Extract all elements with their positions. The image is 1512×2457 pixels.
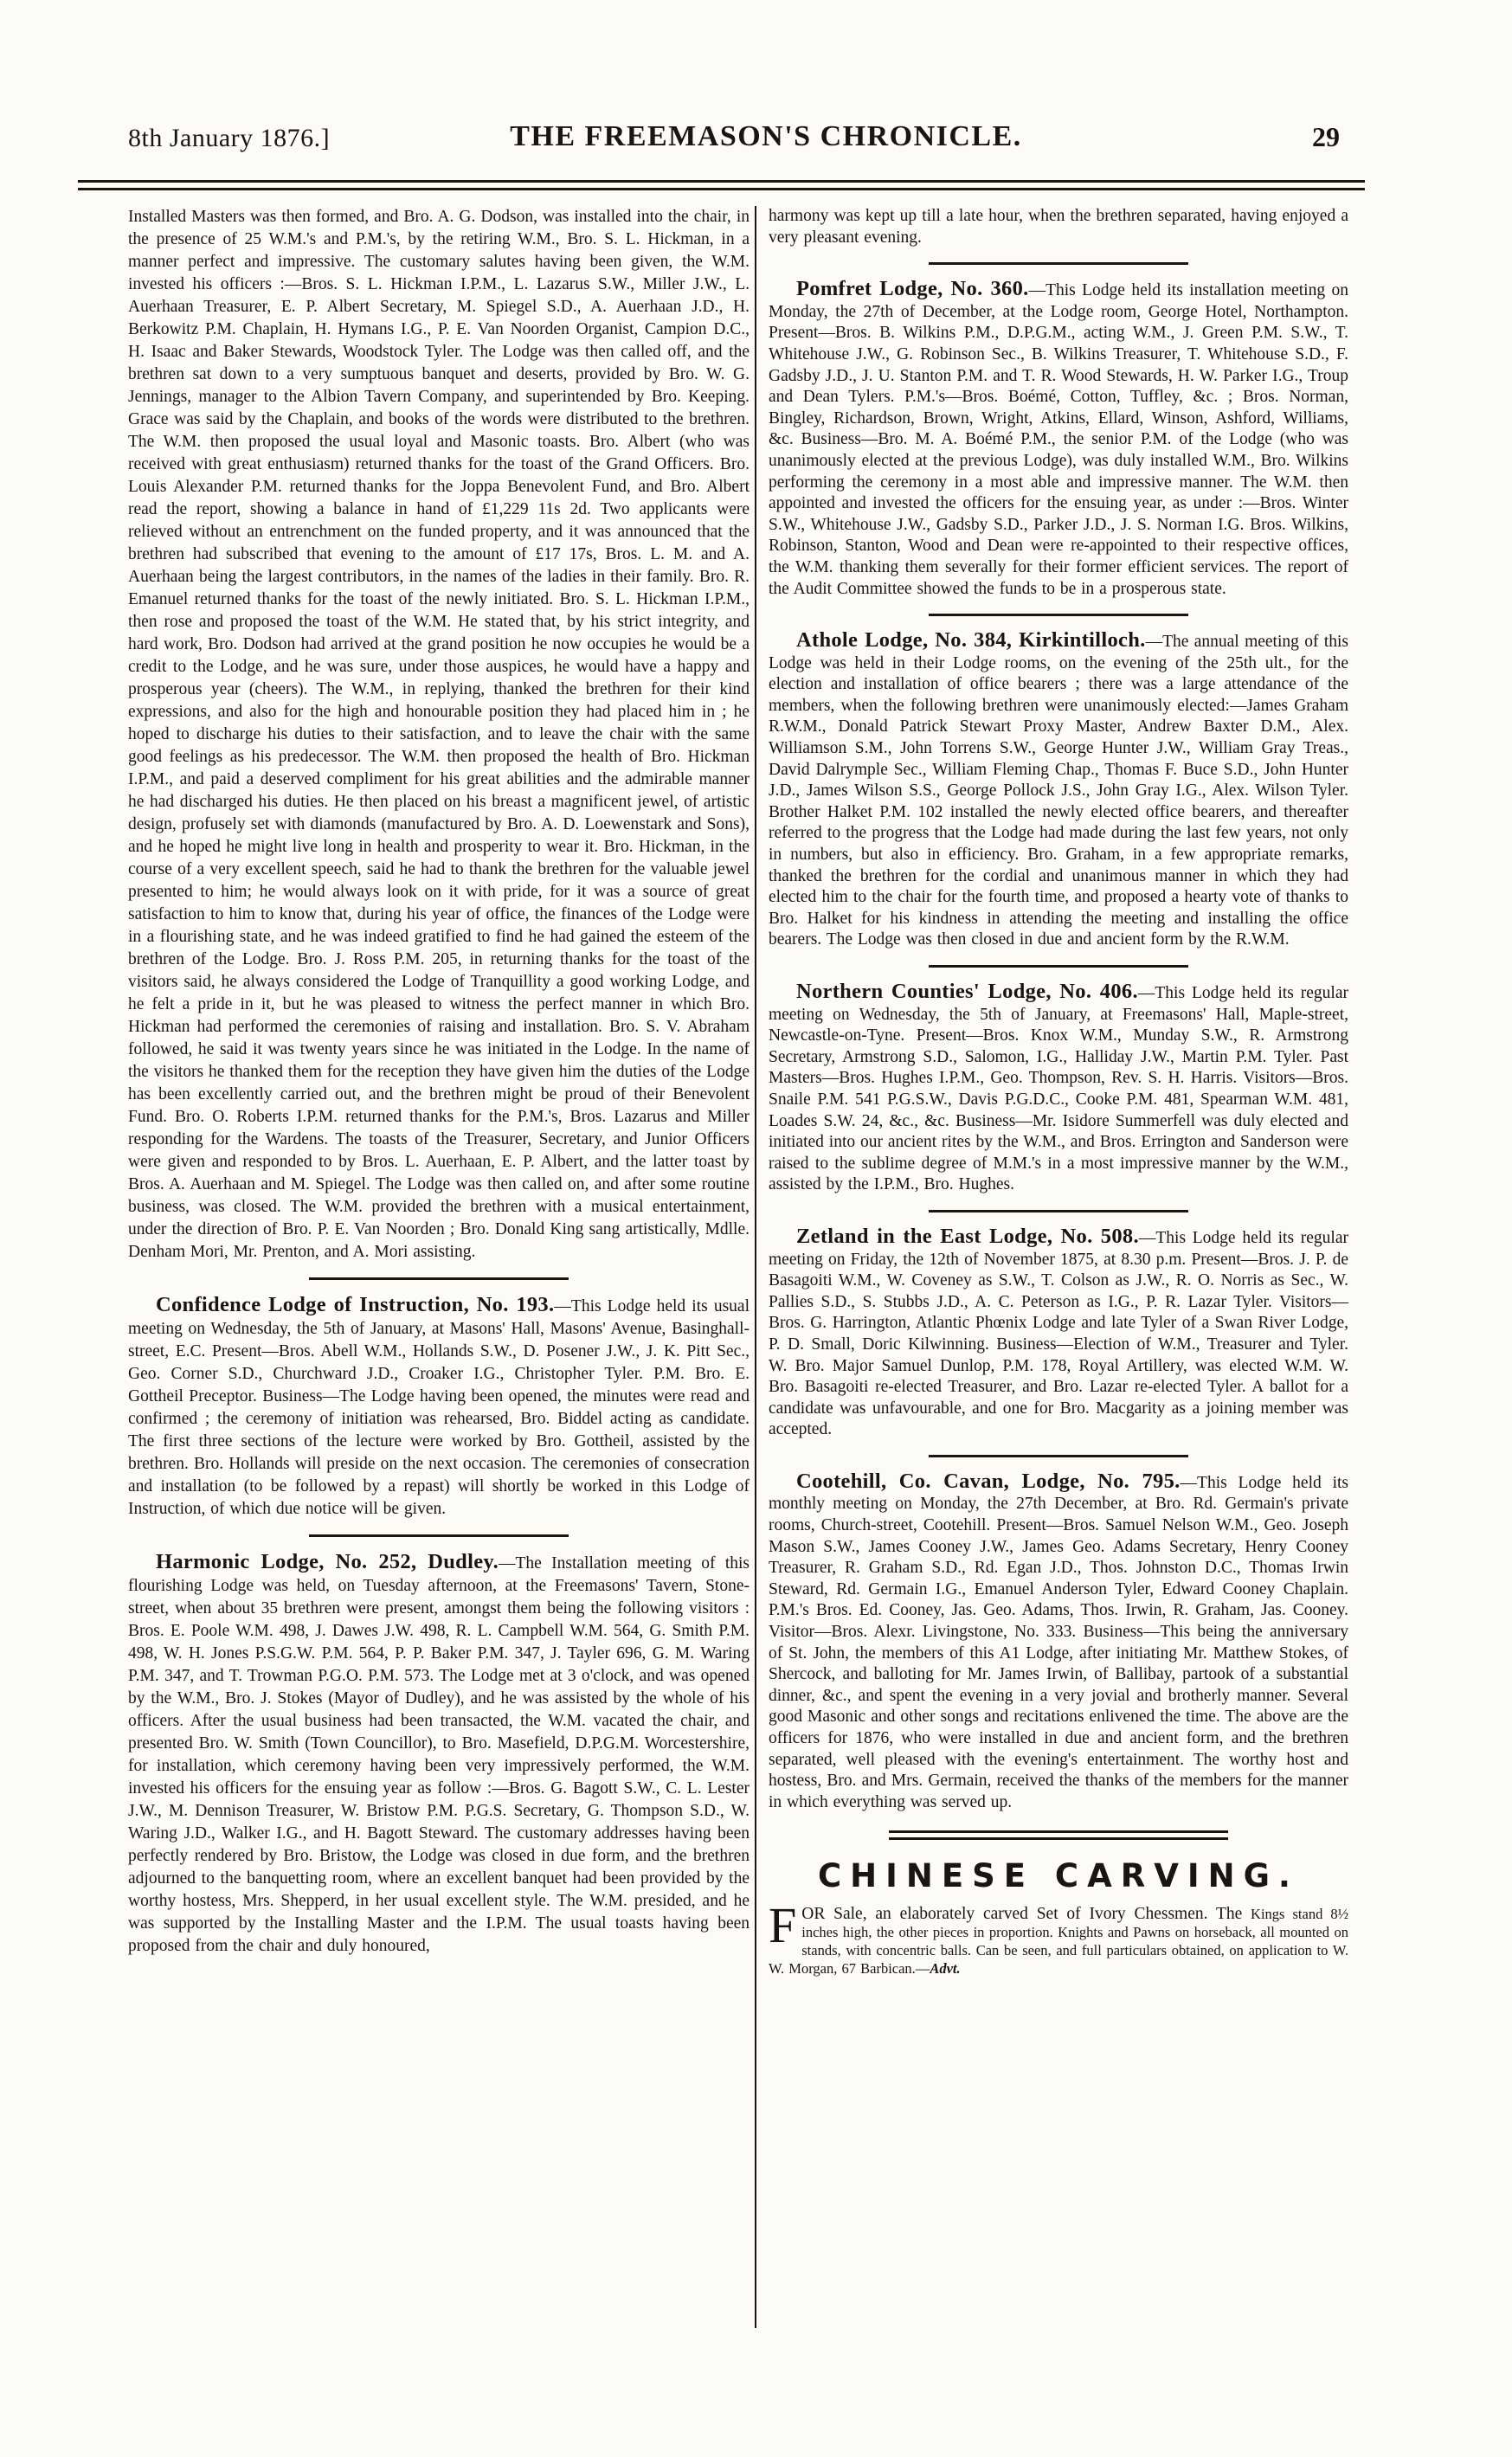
column-divider-rule — [755, 206, 756, 2328]
advert-lead-line: OR Sale, an elaborately carved Set of Ivory Chessmen. The — [801, 1904, 1251, 1923]
advert-body: Kings stand 8½ inches high, the other pieces in proportion. Knights and Pawns on horseback, all mounted on stands, with concentric balls. Can be seen, and full particulars obtained, on application to W. W. Morgan, 67 Barbican.— — [769, 1905, 1348, 1977]
article-harmonic-lodge — [128, 1551, 750, 1958]
section-rule — [929, 1455, 1188, 1457]
section-rule — [929, 1210, 1188, 1212]
article-body: —This Lodge held its installation meeting on Monday, the 27th of December, at the Lodge room, George Hotel, Northampton. Present—Bros. B. Wilkins P.M., D.P.G.M., acting W.M., J. Green P.M. S.W., T. Whitehouse J.W., G. Robinson Sec., B. Wilkins Treasurer, T. Whitehouse S.D., F. Gadsby J.D., J. U. Stanton P.M. and T. R. Wood Stewards, H. W. Parker I.G., Troup and Dean Tylers. P.M.'s—Bros. Boémé, Cotton, Tuffley, &c. ; Bros. Norman, Bingley, Richardson, Brown, Wright, Atkins, Ellard, Winson, Ashford, Williams, &c. Business—Bro. M. A. Boémé P.M., the senior P.M. of the Lodge (who was unanimously elected at the previous Lodge), was duly installed W.M., Bro. Wilkins performing the ceremony in a most able and impressive manner. The W.M. then appointed and invested the officers for the ensuing year, as under :—Bros. Winter S.W., Whitehouse J.W., Gadsby S.D., Parker J.D., J. S. Norman I.G. Bros. Wilkins, Robinson, Stanton, Wood and Dean were re-appointed to their respective offices, the W.M. thanking them severally for their former efficient services. The report of the Audit Committee showed the funds to be in a prosperous state. — [769, 281, 1349, 598]
article-body: —This Lodge held its regular meeting on Wednesday, the 5th of January, at Freemasons' Hall, Maple-street, Newcastle-on-Tyne. Present—Bros. Knox W.M., Munday S.W., R. Armstrong Secretary, Armstrong S.D., Salomon, I.G., Halliday J.W., Martin P.M. Tyler. Past Masters—Bros. Hughes I.P.M., Geo. Thompson, Rev. S. H. Harris. Visitors—Bros. Snaile P.M. 541 P.G.S.W., Davis P.G.D.C., Cooke P.M. 481, Spearman W.M. 481, Loades S.W. 24, &c., &c. Business—Mr. Isidore Summerfell was duly elected and initiated into our ancient rites by the W.M., and Bros. Errington and Sanderson were raised to the sublime degree of M.M.'s in a most impressive manner by the W.M., assisted by the I.P.M., Bro. Hughes. — [769, 984, 1348, 1194]
article-heading: Pomfret Lodge, No. 360. — [796, 277, 1029, 301]
article-heading: Northern Counties' Lodge, No. 406. — [796, 980, 1138, 1003]
section-rule — [309, 1277, 569, 1280]
advert-chinese-carving — [769, 1896, 1348, 1978]
section-rule — [929, 965, 1188, 968]
article-confidence-lodge — [128, 1294, 750, 1521]
section-rule — [929, 262, 1188, 265]
article-heading: Confidence Lodge of Instruction, No. 193. — [156, 1293, 555, 1316]
left-column — [128, 206, 750, 1958]
section-rule — [929, 614, 1188, 616]
article-body: —The Installation meeting of this flourishing Lodge was held, on Tuesday afternoon, at the Freemasons' Tavern, Stone-street, when about 35 brethren were present, amongst them being the following visitors : Bros. E. Poole W.M. 498, J. Dawes J.W. 498, R. L. Campbell W.M. 564, G. Smith P.M. 498, W. H. Jones P.S.G.W. P.M. 564, P. P. Baker P.M. 347, J. Tayler 696, G. M. Waring P.M. 347, and T. Trowman P.G.O. P.M. 573. The Lodge met at 3 o'clock, and was opened by the W.M., Bro. J. Stokes (Mayor of Dudley), and he was assisted by the whole of his officers. After the usual business had been transacted, the W.M. vacated the chair, and presented Bro. W. Smith (Town Councillor), to Bro. Masefield, D.P.G.M. Worcestershire, for installation, which ceremony having been very impressively performed, the W.M. invested his officers for the ensuing year as follow :—Bros. G. Bagott S.W., C. L. Lester J.W., M. Dennison Treasurer, W. Bristow P.M. P.G.S. Secretary, G. Thompson S.D., W. Waring J.D., Walker I.G., and H. Bagott Steward. The customary addresses having been perfectly rendered by Bro. Bristow, the Lodge was closed in due form, and the brethren adjourned to the banquetting room, where an excellent banquet had been provided by the worthy hostess, Mrs. Shepperd, in her usual excellent style. The W.M. presided, and he was supported by the Installing Master and the I.P.M. The usual toasts having been proposed from the chair and duly honoured, — [128, 1554, 750, 1955]
article-athole-lodge — [769, 630, 1348, 951]
article-body: —This Lodge held its regular meeting on Friday, the 12th of November 1875, at 8.30 p.m. Present—Bros. J. P. de Basagoiti W.M., W. Coveney as S.W., T. Colson as J.W., R. O. Norris as Sec., W. Pallies S.D., S. Stubbs J.D., A. C. Peterson as I.G., P. R. Lazar Tyler. Visitors—Bros. G. Harrington, Atlantic Phœnix Lodge and late Tyler of a Swan River Lodge, P. D. Small, Doric Kilwinning. Business—Election of W.M., Treasurer and Tyler. W. Bro. Major Samuel Dunlop, P.M. 178, Royal Artillery, was elected W.M. W. Bro. Basagoiti re-elected Treasurer, and Bro. Lazar re-elected Tyler. A ballot for a candidate was unfavourable, and one for Bro. Macgarity as a joining member was accepted. — [769, 1228, 1349, 1439]
article-pomfret-lodge — [769, 279, 1348, 600]
article-heading: Cootehill, Co. Cavan, Lodge, No. 795. — [796, 1469, 1181, 1493]
issue-date: 8th January 1876.] — [128, 124, 331, 152]
advert-advt-label: Advt. — [930, 1959, 961, 1977]
masthead-title: THE FREEMASON'S CHRONICLE. — [510, 120, 1022, 152]
article-body: —The annual meeting of this Lodge was held in their Lodge rooms, on the evening of the 25th ult., for the election and installation of office bearers ; there was a large attendance of the members, when the following brethren were unanimously elected:—James Graham R.W.M., Donald Patrick Stewart Proxy Master, Andrew Baxter D.M., Alex. Williamson S.M., John Torrens S.W., George Hunter J.W., William Gray Treas., David Dalrymple Sec., William Fleming Chap., Thomas F. Buce S.D., John Hunter J.D., James Wilson S.S., George Pollock J.S., John Gray I.G., Alex. Wilson Tyler. Brother Halket P.M. 102 installed the newly elected office bearers, and thereafter referred to the progress that the Lodge had made during the last few years, not only in numbers, but also in efficiency. Bro. Graham, in a few appropriate remarks, thanked the brethren for the cordial and unanimous manner in which they had elected him to the chair for the fourth time, and proposed a hearty vote of thanks to Bro. Halket for his kindness in attending the meeting and installing the office bearers. The Lodge was then closed in due and ancient form by the R.W.M. — [769, 633, 1349, 949]
article-continuation-harmonic-lodge: harmony was kept up till a late hour, when the brethren separated, having enjoyed a very pleasant evening. — [769, 207, 1348, 247]
advert-double-rule — [889, 1830, 1228, 1840]
article-heading: Zetland in the East Lodge, No. 508. — [796, 1224, 1139, 1248]
advert-dropcap: F — [769, 1896, 797, 1953]
article-cootehill-lodge — [769, 1471, 1348, 1814]
article-heading: Harmonic Lodge, No. 252, Dudley. — [156, 1550, 499, 1573]
header-double-rule — [78, 180, 1365, 190]
article-body: —This Lodge held its monthly meeting on Monday, the 27th December, at Bro. Rd. Germain's private rooms, Church-street, Cootehill. Present—Bros. Samuel Nelson W.M., Geo. Joseph Mason S.W., James Cooney J.W., James Geo. Adams Secretary, Henry Cooney Treasurer, R. Graham S.D., Rd. Egan J.D., Thos. Johnston D.C., Thomas Irwin Steward, Rd. Germain I.G., Emanuel Anderson Tyler, Edward Cooney Chaplain. P.M.'s Bros. Ed. Cooney, Jas. Geo. Adams, Thos. Irwin, R. Graham, Jas. Cooney. Visitor—Bros. Alexr. Livingstone, No. 333. Business—This being the anniversary of St. John, the members of this A1 Lodge, after initiating Mr. Matthew Stokes, of Shercock, and balloting for Mr. James Irwin, of Ballibay, partook of a substantial dinner, &c., and spent the evening in a very jovial and brotherly manner. Several good Masonic and other songs and recitations enlivened the time. The above are the officers for 1876, who were installed in due and ancient form, and the brethren separated, well pleased with the evening's entertainment. The worthy host and hostess, Bro. and Mrs. Germain, received the thanks of the members for the manner in which everything was served up. — [769, 1473, 1349, 1811]
advert-title: CHINESE CARVING. — [817, 1857, 1299, 1895]
article-heading: Athole Lodge, No. 384, Kirkintilloch. — [796, 628, 1146, 653]
article-continuation-joppa-lodge: Installed Masters was then formed, and Bro. A. G. Dodson, was installed into the chair, in the presence of 25 W.M.'s and P.M.'s, by the retiring W.M., Bro. S. L. Hickman, in a manner perfect and impressive. The customary salutes having been given, the W.M. invested his officers :—Bros. S. L. Hickman I.P.M., L. Lazarus S.W., Miller J.W., L. Auerhaan Treasurer, E. P. Albert Secretary, M. Spiegel S.D., A. Auerhaan J.D., H. Berkowitz P.M. Chaplain, H. Hymans I.G., P. E. Van Noorden Organist, Campion D.C., H. Isaac and Baker Stewards, Woodstock Tyler. The Lodge was then called off, and the brethren sat down to a very sumptuous banquet and deserts, provided by Bro. W. G. Jennings, manager to the Albion Tavern Company, and superintended by Bro. Keeping. Grace was said by the Chaplain, and books of the words were distributed to the brethren. The W.M. then proposed the usual loyal and Masonic toasts. Bro. Albert (who was received with great enthusiasm) returned thanks for the toast of the Grand Officers. Bro. Louis Alexander P.M. returned thanks for the Joppa Benevolent Fund, and Bro. Albert read the report, showing a balance in hand of £1,229 11s 2d. Two applicants were relieved without an entrenchment on the funded property, and it was announced that the brethren had subscribed that evening to the amount of £17 17s, Bros. L. M. and A. Auerhaan being the largest contributors, in the names of the ladies in their family. Bro. R. Emanuel returned thanks for the toast of the newly initiated. Bro. S. L. Hickman I.P.M., then rose and proposed the toast of the W.M. He stated that, by his strict integrity, and hard work, Bro. Dodson had arrived at the grand position he now occupies he would be a credit to the Lodge, and he was sure, under those auspices, he would have a happy and prosperous year (cheers). The W.M., in replying, thanked the brethren for their kind expressions, and also for the high and honourable position they had placed him in ; he hoped to discharge his duties to their satisfaction, and to leave the chair with the same good feelings as his predecessor. The W.M. then proposed the health of Bro. Hickman I.P.M., and paid a deserved compliment for his great abilities and the admirable manner he had discharged his duties. He then placed on his breast a magnificent jewel, of artistic design, profusely set with diamonds (manufactured by Bro. A. D. Loewenstark and Sons), and he hoped he might live long in health and prosperity to wear it. Bro. Hickman, in the course of a very excellent speech, said he had to thank the brethren for the valuable jewel presented to him; he would always look on it with pride, for it was a source of great satisfaction to him to know that, during his year of office, the finances of the Lodge were in a flourishing state, and he was indeed gratified to find he had gained the esteem of the brethren of the Lodge. Bro. J. Ross P.M. 205, in returning thanks for the toast of the visitors said, he always considered the Lodge of Tranquillity a good working Lodge, and he felt a pride in it, but he was pleased to witness the perfect manner in which Bro. Hickman had performed the ceremonies of raising and installation. Bro. S. V. Abraham followed, he said it was twenty years since he was initiated in the Lodge. In the name of the visitors he thanked them for the reception they have given him the duties of the Lodge has been excellently carried out, and the brethren might be proud of their Benevolent Fund. Bro. O. Roberts I.P.M. returned thanks for the P.M.'s, Bros. Lazarus and Miller responding for the Wardens. The toasts of the Treasurer, Secretary, and Junior Officers were given and responded to by Bros. L. Auerhaan, E. P. Albert, and the latter toast by Bros. A. Auerhaan and M. Spiegel. The Lodge was then called on, and after some routine business, was closed. The W.M. provided the brethren with a musical entertainment, under the direction of Bro. P. E. Van Noorden ; Bro. Donald King sang artistically, Mdlle. Denham Mori, Mr. Prenton, and A. Mori assisting. — [128, 208, 750, 1261]
article-body: —This Lodge held its usual meeting on Wednesday, the 5th of January, at Masons' Hall, Masons' Avenue, Basinghall-street, E.C. Present—Bros. Abell W.M., Hollands S.W., D. Posener J.W., J. K. Pitt Sec., Geo. Corner S.D., Churchward J.D., Croaker I.G., Christopher Tyler. P.M. Bro. E. Gottheil Preceptor. Business—The Lodge having been opened, the minutes were read and confirmed ; the ceremony of initiation was rehearsed, Bro. Biddel acting as candidate. The first three sections of the lecture were worked by Bro. Gottheil, assisted by the brethren. Bro. Hollands will preside on the next occasion. The ceremonies of consecration and installation (to be followed by a repast) will shortly be worked in this Lodge of Instruction, of which due notice will be given. — [128, 1297, 750, 1518]
section-rule — [309, 1534, 569, 1537]
article-northern-counties-lodge — [769, 981, 1348, 1196]
page-number: 29 — [1312, 121, 1340, 152]
article-zetland-lodge — [769, 1226, 1348, 1441]
right-column — [769, 206, 1348, 1978]
